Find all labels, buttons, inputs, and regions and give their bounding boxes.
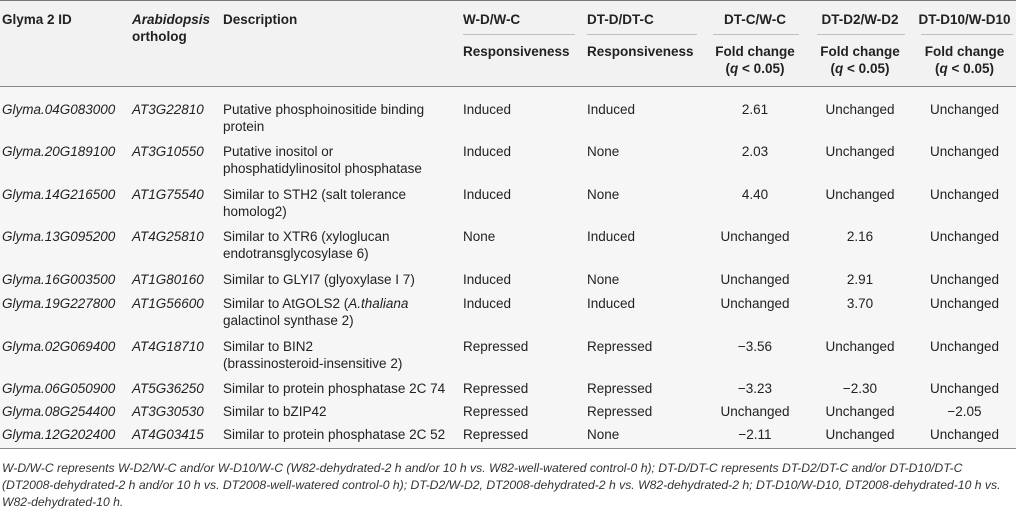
cell-dtd10-wd10: Unchanged xyxy=(929,144,1000,159)
cell-dtc-wc: −3.23 xyxy=(737,381,773,396)
desc-line-2: endotransglycosylase 6) xyxy=(223,246,369,261)
subheader-fold-8 xyxy=(913,43,1016,77)
bottom-rule xyxy=(0,448,1016,449)
cell-dtc-wc: Unchanged xyxy=(720,296,790,311)
desc-line-1: Similar to XTR6 (xyloglucan xyxy=(223,229,390,244)
desc-line-2: protein xyxy=(223,119,265,134)
cell-dtd10-wd10: Unchanged xyxy=(929,229,1000,244)
cell-arabidopsis-id: AT5G36250 xyxy=(132,381,204,396)
cell-dtd-dtc: None xyxy=(587,187,620,202)
cell-dtd-dtc: None xyxy=(587,427,620,442)
cell-dtd10-wd10: Unchanged xyxy=(929,339,1000,354)
q-open: ( xyxy=(830,61,836,76)
cell-dtd2-wd2: 3.70 xyxy=(846,296,874,311)
header-description: Description xyxy=(223,12,298,27)
cell-arabidopsis-id: AT3G22810 xyxy=(132,102,204,117)
q-open: ( xyxy=(935,61,940,76)
cell-description xyxy=(223,228,390,262)
header-dtd10-wd10: DT-D10/W-D10 xyxy=(918,12,1011,27)
cell-dtd2-wd2: 2.16 xyxy=(846,229,874,244)
cell-glyma-id: Glyma.16G003500 xyxy=(2,272,116,287)
top-rule xyxy=(0,0,1016,1)
cell-wd-wc: Induced xyxy=(463,296,512,311)
cell-description xyxy=(223,338,402,372)
cell-arabidopsis-id: AT3G30530 xyxy=(132,404,204,419)
table-footnote: W-D/W-C represents W-D2/W-C and/or W-D10/W-C (W82-dehydrated-2 h and/or 10 h vs. W82-well-watered control-0 h); DT-D/DT-C represents DT-D2/DT-C and/or DT-D10/DT-C (DT2008-dehydrated-2 h and/or 10 h vs. DT2008-well-watered control-0 h); DT-D2/W-D2, DT2008-dehydrated-2 h vs. W82-dehydrated-2 h; DT-D10/W-D10, DT2008-dehydrated-10 h vs. W82-dehydrated-10 h. xyxy=(2,461,1001,509)
cell-dtd10-wd10: Unchanged xyxy=(929,296,1000,311)
cell-glyma-id: Glyma.20G189100 xyxy=(2,144,116,159)
desc-line-2: phosphatidylinositol phosphatase xyxy=(223,161,422,176)
q-var: q xyxy=(835,61,844,76)
q-var: q xyxy=(730,61,739,76)
cell-dtd2-wd2: −2.30 xyxy=(842,381,878,396)
cell-dtc-wc: 2.03 xyxy=(741,144,769,159)
fold-label: Fold change xyxy=(820,44,900,59)
subheader-fold-7 xyxy=(807,43,913,77)
cell-wd-wc: Repressed xyxy=(463,404,529,419)
cell-description xyxy=(223,295,408,329)
desc-line-1: Putative inositol or xyxy=(223,144,334,159)
header-dtc-wc: DT-C/W-C xyxy=(724,12,786,27)
cell-glyma-id: Glyma.13G095200 xyxy=(2,229,116,244)
subheader-rule-4 xyxy=(463,34,575,35)
desc-line-1: Similar to BIN2 xyxy=(223,339,314,354)
cell-wd-wc: Induced xyxy=(463,187,512,202)
cell-dtc-wc: 2.61 xyxy=(741,102,769,117)
cell-dtd-dtc: Induced xyxy=(587,102,636,117)
cell-dtd-dtc: None xyxy=(587,144,620,159)
header-dtd2-wd2: DT-D2/W-D2 xyxy=(821,12,899,27)
cell-dtc-wc: Unchanged xyxy=(720,404,790,419)
cell-wd-wc: Repressed xyxy=(463,339,529,354)
cell-dtd2-wd2: Unchanged xyxy=(825,187,895,202)
cell-dtd10-wd10: Unchanged xyxy=(929,272,1000,287)
desc-line-2: homolog2) xyxy=(223,204,287,219)
cell-dtd10-wd10: Unchanged xyxy=(929,102,1000,117)
fold-label: Fold change xyxy=(715,44,795,59)
cell-dtd2-wd2: Unchanged xyxy=(825,427,895,442)
cell-glyma-id: Glyma.02G069400 xyxy=(2,339,116,354)
subheader-rule-8 xyxy=(921,34,1013,35)
q-rest: < 0.05) xyxy=(738,61,785,76)
cell-wd-wc: None xyxy=(463,229,496,244)
cell-wd-wc: Induced xyxy=(463,102,512,117)
cell-dtd10-wd10: Unchanged xyxy=(929,381,1000,396)
desc-line-2: (brassinosteroid-insensitive 2) xyxy=(223,356,403,371)
header-rule xyxy=(0,86,1016,87)
desc-line-2: galactinol synthase 2) xyxy=(223,313,354,328)
desc-line-1: Putative phosphoinositide binding xyxy=(223,102,425,117)
header-arabidopsis xyxy=(132,11,210,45)
desc-species-italic: A.thaliana xyxy=(348,296,409,311)
cell-description xyxy=(223,143,422,177)
cell-wd-wc: Induced xyxy=(463,144,512,159)
header-wd-wc: W-D/W-C xyxy=(463,12,521,27)
cell-dtd2-wd2: Unchanged xyxy=(825,339,895,354)
cell-dtd-dtc: Induced xyxy=(587,229,636,244)
subheader-responsiveness-5: Responsiveness xyxy=(587,44,694,59)
q-rest: < 0.05) xyxy=(843,61,890,76)
cell-dtd10-wd10: Unchanged xyxy=(929,187,1000,202)
subheader-responsiveness-4: Responsiveness xyxy=(463,44,570,59)
q-var: q xyxy=(939,61,948,76)
cell-description: Similar to GLYI7 (glyoxylase I 7) xyxy=(223,272,415,287)
header-ortholog-word: ortholog xyxy=(132,29,187,44)
cell-glyma-id: Glyma.08G254400 xyxy=(2,404,116,419)
desc-line-1: Similar to STH2 (salt tolerance xyxy=(223,187,407,202)
cell-wd-wc: Induced xyxy=(463,272,512,287)
cell-arabidopsis-id: AT1G75540 xyxy=(132,187,204,202)
subheader-rule-7 xyxy=(817,34,905,35)
cell-glyma-id: Glyma.06G050900 xyxy=(2,381,116,396)
header-dtd-dtc: DT-D/DT-C xyxy=(587,12,654,27)
cell-dtc-wc: Unchanged xyxy=(720,229,790,244)
cell-dtc-wc: Unchanged xyxy=(720,272,790,287)
cell-description xyxy=(223,186,406,220)
cell-dtd10-wd10: −2.05 xyxy=(947,404,982,419)
cell-arabidopsis-id: AT4G18710 xyxy=(132,339,204,354)
fold-label: Fold change xyxy=(924,44,1005,59)
cell-dtd-dtc: None xyxy=(587,272,620,287)
cell-dtd2-wd2: Unchanged xyxy=(825,404,895,419)
desc-line-1: Similar to AtGOLS2 ( xyxy=(223,296,349,311)
cell-dtc-wc: −2.11 xyxy=(738,427,772,442)
cell-wd-wc: Repressed xyxy=(463,381,529,396)
cell-dtd-dtc: Induced xyxy=(587,296,636,311)
subheader-rule-6 xyxy=(713,34,799,35)
cell-dtc-wc: 4.40 xyxy=(741,187,769,202)
cell-arabidopsis-id: AT1G80160 xyxy=(132,272,204,287)
header-arabidopsis-word: Arabidopsis xyxy=(132,12,211,27)
cell-wd-wc: Repressed xyxy=(463,427,529,442)
q-open: ( xyxy=(725,61,731,76)
cell-dtd-dtc: Repressed xyxy=(587,404,653,419)
cell-glyma-id: Glyma.12G202400 xyxy=(2,427,116,442)
subheader-rule-5 xyxy=(587,34,697,35)
cell-description: Similar to bZIP42 xyxy=(223,404,327,419)
cell-description: Similar to protein phosphatase 2C 74 xyxy=(223,381,446,396)
cell-arabidopsis-id: AT4G03415 xyxy=(132,427,204,442)
subheader-fold-6 xyxy=(703,43,807,77)
cell-dtc-wc: −3.56 xyxy=(737,339,773,354)
cell-dtd2-wd2: 2.91 xyxy=(846,272,874,287)
cell-dtd-dtc: Repressed xyxy=(587,381,653,396)
q-rest: < 0.05) xyxy=(947,61,994,76)
cell-dtd10-wd10: Unchanged xyxy=(929,427,1000,442)
header-glyma-id: Glyma 2 ID xyxy=(2,12,72,27)
cell-glyma-id: Glyma.04G083000 xyxy=(2,102,116,117)
cell-description: Similar to protein phosphatase 2C 52 xyxy=(223,427,446,442)
cell-dtd2-wd2: Unchanged xyxy=(825,102,895,117)
cell-arabidopsis-id: AT3G10550 xyxy=(132,144,204,159)
cell-arabidopsis-id: AT4G25810 xyxy=(132,229,204,244)
cell-dtd-dtc: Repressed xyxy=(587,339,653,354)
cell-description xyxy=(223,101,424,135)
cell-dtd2-wd2: Unchanged xyxy=(825,144,895,159)
cell-glyma-id: Glyma.19G227800 xyxy=(2,296,116,311)
cell-glyma-id: Glyma.14G216500 xyxy=(2,187,116,202)
cell-arabidopsis-id: AT1G56600 xyxy=(132,296,204,311)
